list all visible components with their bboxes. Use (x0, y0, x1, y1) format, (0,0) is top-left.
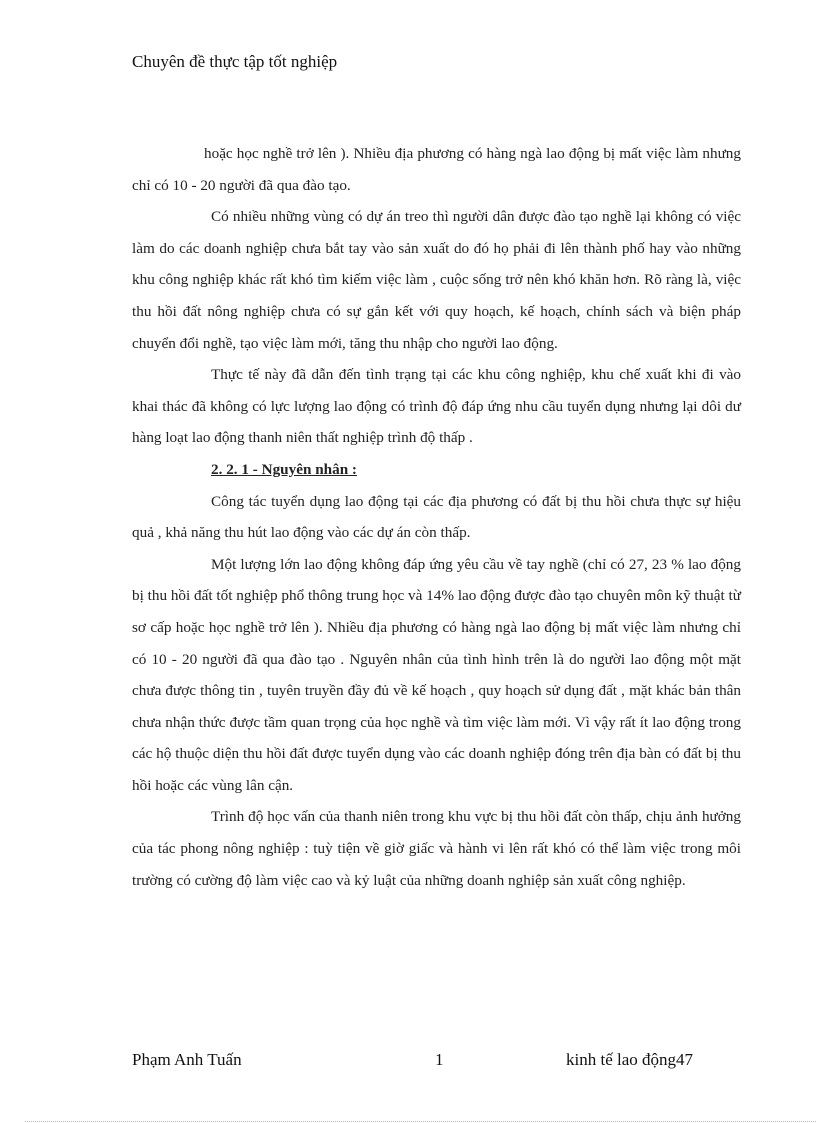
paragraph-industrial-zones: Thực tế này đã dẫn đến tình trạng tại các khu công nghiệp, khu chế xuất khi đi vào khai thác đã không có lực lượng lao động có trình độ đáp ứng nhu cầu tuyển dụng nhưng lại dôi dư hàng loạt lao động thanh niên thất nghiệp trình độ thấp . (132, 366, 741, 447)
document-body (132, 138, 741, 896)
footer-department: kinh tế lao động47 (566, 1050, 694, 1069)
paragraph-education-level: Trình độ học vấn của thanh niên trong khu vực bị thu hồi đất còn thấp, chịu ảnh hưởng của tác phong nông nghiệp : tuỳ tiện về giờ giấc và hành vi lên rất khó có thể làm việc trong môi trường có cường độ làm việc cao và kỷ luật của những doanh nghiệp sản xuất công nghiệp. (132, 808, 741, 889)
page-header-title: Chuyên đề thực tập tốt nghiệp (132, 52, 338, 71)
paragraph-skill-gap: Một lượng lớn lao động không đáp ứng yêu cầu về tay nghề (chỉ có 27, 23 % lao động bị thu hồi đất tốt nghiệp phổ thông trung học và 14% lao động được đào tạo chuyên môn kỹ thuật từ sơ cấp hoặc học nghề trở lên ). Nhiều địa phương có hàng ngà lao động bị mất việc làm nhưng chỉ có 10 - 20 người đã qua đào tạo . Nguyên nhân của tình hình trên là do người lao động một mặt chưa được thông tin , tuyên truyền đầy đủ về kế hoạch , quy hoạch sử dụng đất , mặt khác bản thân chưa nhận thức được tầm quan trọng của học nghề và tìm việc làm mới. Vì vậy rất ít lao động trong các hộ thuộc diện thu hồi đất được tuyển dụng vào các doanh nghiệp đóng trên địa bàn có đất bị thu hồi hoặc các vùng lân cận. (132, 555, 741, 794)
section-heading-causes: 2. 2. 1 - Nguyên nhân : (211, 460, 357, 478)
paragraph-continuation: hoặc học nghề trở lên ). Nhiều địa phương có hàng ngà lao động bị mất việc làm nhưng chỉ có 10 - 20 người đã qua đào tạo. (132, 145, 741, 194)
paragraph-suspended-projects: Có nhiều những vùng có dự án treo thì người dân được đào tạo nghề lại không có việc làm do các doanh nghiệp chưa bắt tay vào sản xuất do đó họ phải đi lên thành phố hay vào những khu công nghiệp khác rất khó tìm kiếm việc làm , cuộc sống trở nên khó khăn hơn. Rõ ràng là, việc thu hồi đất nông nghiệp chưa có sự gắn kết với quy hoạch, kế hoạch, chính sách và biện pháp chuyển đổi nghề, tạo việc làm mới, tăng thu nhập cho người lao động. (132, 208, 741, 352)
page-break-divider (25, 1121, 816, 1122)
paragraph-recruitment: Công tác tuyển dụng lao động tại các địa phương có đất bị thu hồi chưa thực sự hiệu quả , khả năng thu hút lao động vào các dự án còn thấp. (132, 492, 741, 542)
footer-page-number: 1 (435, 1050, 444, 1069)
footer-author: Phạm Anh Tuấn (132, 1050, 242, 1069)
